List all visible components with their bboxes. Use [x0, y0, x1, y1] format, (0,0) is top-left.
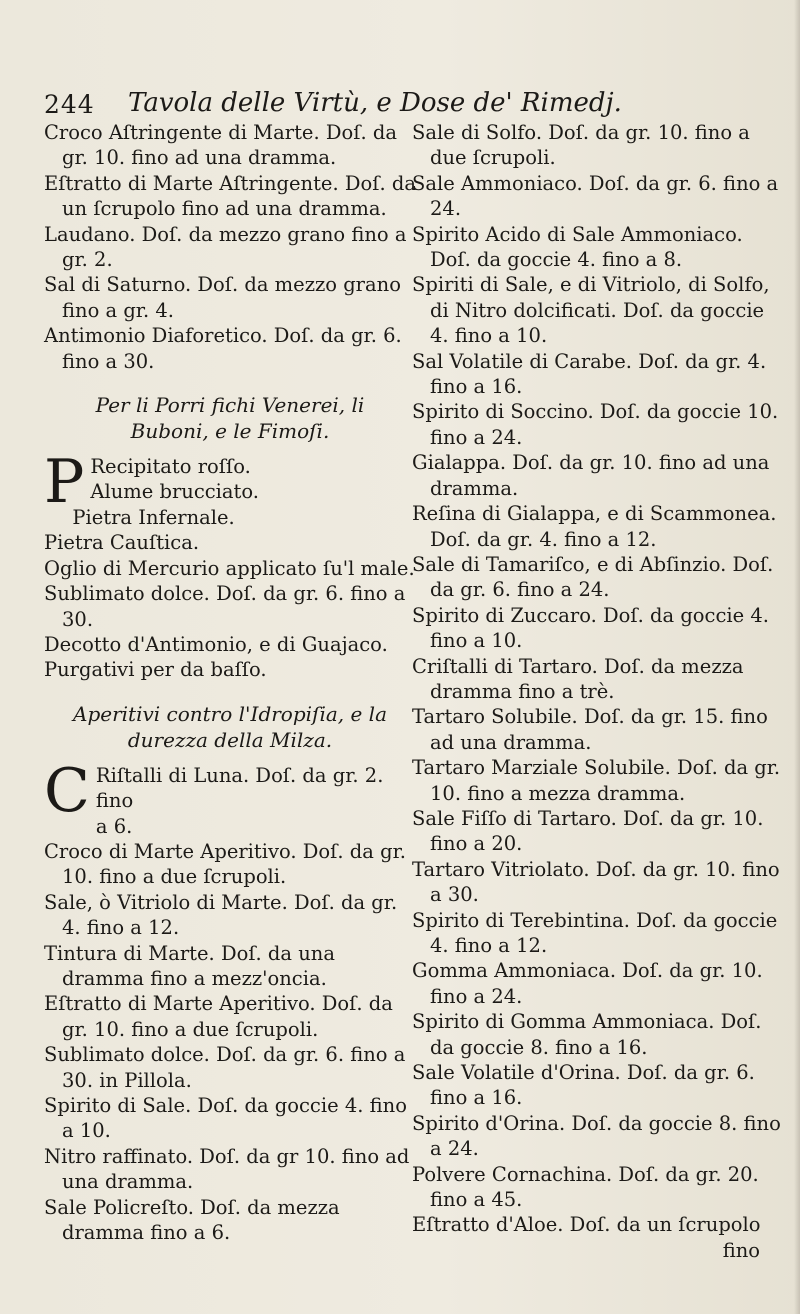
section-heading: Aperitivi contro l'Idropiſia, e la durezza della Milza.: [73, 701, 387, 752]
page-edge-shadow: [794, 0, 800, 1314]
right-column: [412, 120, 784, 1263]
dropcap-entry: [44, 755, 416, 839]
remedy-entry: Recipitato roſſo.: [90, 455, 251, 479]
remedy-entry: Alume brucciato.: [90, 480, 259, 504]
remedy-entry: a 6.: [95, 814, 133, 838]
remedy-entry: Sublimato dolce. Doſ. da gr. 6. fino a 30. in Pillola.: [44, 1043, 406, 1092]
remedy-entry: Gomma Ammoniaca. Doſ. da gr. 10. fino a 24.: [412, 959, 763, 1008]
remedy-entry: Spirito di Terebintina. Doſ. da goccie 4. fino a 12.: [412, 908, 778, 957]
section-heading: Per li Porri fichi Venerei, li Buboni, e le Fimoſi.: [95, 393, 365, 444]
remedy-entry: Purgativi per da baſſo.: [44, 658, 267, 682]
remedy-entry: Sale di Tamariſco, e di Abſinzio. Doſ. da gr. 6. fino a 24.: [412, 552, 774, 602]
remedy-entry: Croco di Marte Aperitivo. Doſ. da gr. 10. fino a due ſcrupoli.: [44, 839, 406, 889]
remedy-entry: Sale, ò Vitriolo di Marte. Doſ. da gr. 4. fino a 12.: [44, 890, 398, 940]
remedy-entry: Eſtratto d'Aloe. Doſ. da un ſcrupolo: [412, 1213, 761, 1237]
remedy-entry: Spirito di Soccino. Doſ. da goccie 10. fino a 24.: [412, 400, 779, 449]
remedy-entry: Pietra Infernale.: [72, 505, 235, 529]
remedy-entry: Tartaro Marziale Solubile. Doſ. da gr. 10. fino a mezza dramma.: [412, 756, 781, 805]
page-header: [40, 84, 760, 124]
remedy-entry: Spirito di Sale. Doſ. da goccie 4. fino a 10.: [44, 1094, 407, 1143]
remedy-entry: Spirito d'Orina. Doſ. da goccie 8. fino a 24.: [412, 1111, 781, 1161]
remedy-entry: Sale Volatile d'Orina. Doſ. da gr. 6. fino a 16.: [412, 1061, 755, 1110]
remedy-entry: Polvere Cornachina. Doſ. da gr. 20. fino a 45.: [412, 1162, 759, 1212]
remedy-entry: Spiriti di Sale, e di Vitriolo, di Solfo, di Nitro dolcificati. Doſ. da goccie 4. fino a 10.: [412, 273, 770, 348]
remedy-entry: Croco Aſtringente di Marte. Doſ. da gr. 10. fino ad una dramma.: [44, 121, 397, 170]
remedy-entry: Decotto d'Antimonio, e di Guajaco.: [44, 632, 388, 656]
catchword: fino: [722, 1238, 760, 1262]
page-number: 244: [44, 90, 95, 119]
remedy-entry: Eſtratto di Marte Aſtringente. Doſ. da un ſcrupolo fino ad una dramma.: [44, 171, 416, 221]
remedy-entry: Spirito di Gomma Ammoniaca. Doſ. da goccie 8. fino a 16.: [412, 1010, 762, 1059]
remedy-entry: Sublimato dolce. Doſ. da gr. 6. fino a 30.: [44, 582, 406, 631]
left-column: [44, 120, 416, 1245]
remedy-entry: Tartaro Solubile. Doſ. da gr. 15. fino ad una dramma.: [412, 705, 768, 754]
remedy-entry: Spirito Acido di Sale Ammoniaco. Doſ. da goccie 4. fino a 8.: [412, 222, 743, 272]
drop-cap-letter: C: [44, 755, 90, 826]
remedy-entry: Sale Policreſto. Doſ. da mezza dramma fino a 6.: [44, 1195, 340, 1245]
remedy-entry: Laudano. Doſ. da mezzo grano fino a gr. 2.: [44, 222, 407, 272]
remedy-entry: Sale Ammoniaco. Doſ. da gr. 6. fino a 24.: [412, 171, 779, 221]
remedy-entry: Sale Fiſſo di Tartaro. Doſ. da gr. 10. fino a 20.: [412, 806, 764, 856]
remedy-entry: Criſtalli di Tartaro. Doſ. da mezza dramma fino a trè.: [412, 654, 744, 703]
running-title: Tavola delle Virtù, e Dose de' Rimedj.: [128, 88, 622, 118]
remedy-entry: Sal di Saturno. Doſ. da mezzo grano fino a gr. 4.: [44, 273, 401, 322]
remedy-entry: Sale di Solfo. Doſ. da gr. 10. fino a due ſcrupoli.: [412, 121, 750, 170]
remedy-entry: Tintura di Marte. Doſ. da una dramma fino a mezz'oncia.: [44, 941, 335, 990]
remedy-entry: Oglio di Mercurio applicato ſu'l male.: [44, 556, 415, 580]
remedy-entry: Gialappa. Doſ. da gr. 10. fino ad una dramma.: [412, 451, 770, 500]
remedy-entry: Reſina di Gialappa, e di Scammonea. Doſ. da gr. 4. fino a 12.: [412, 502, 777, 551]
remedy-entry: Tartaro Vitriolato. Doſ. da gr. 10. fino a 30.: [412, 857, 780, 907]
remedy-entry: Sal Volatile di Carabe. Doſ. da gr. 4. fino a 16.: [412, 349, 767, 399]
remedy-entry: Spirito di Zuccaro. Doſ. da goccie 4. fino a 10.: [412, 603, 769, 653]
remedy-entry: Pietra Cauſtica.: [44, 531, 200, 555]
drop-cap-letter: P: [44, 447, 85, 518]
remedy-entry: Eſtratto di Marte Aperitivo. Doſ. da gr. 10. fino a due ſcrupoli.: [44, 992, 393, 1041]
remedy-entry: Riſtalli di Luna. Doſ. da gr. 2. fino: [95, 763, 384, 813]
remedy-entry: Antimonio Diaforetico. Doſ. da gr. 6. fino a 30.: [44, 324, 402, 373]
remedy-entry: Nitro raffinato. Doſ. da gr 10. fino ad una dramma.: [44, 1144, 410, 1194]
